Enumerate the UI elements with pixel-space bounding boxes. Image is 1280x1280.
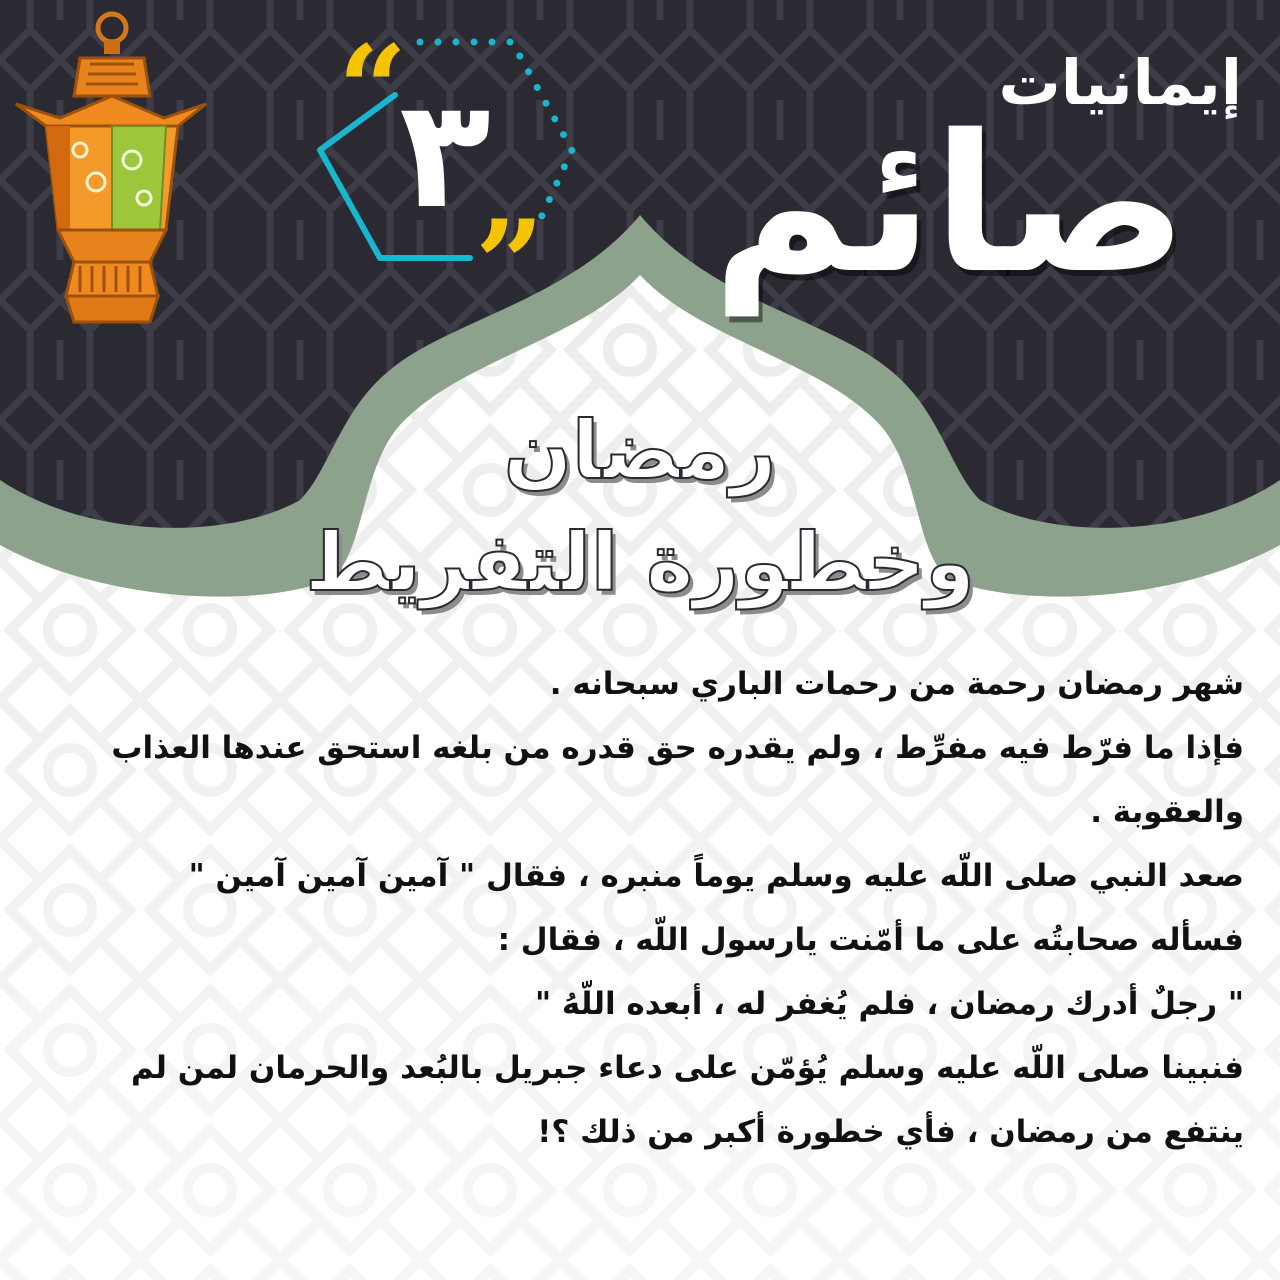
post-title-line-1: رمضان	[503, 404, 777, 497]
close-quote-mark: ”	[475, 194, 545, 335]
body-paragraph: فإذا ما فرّط فيه مفرِّط ، ولم يقدره حق قدره من بلغه استحق عندها العذاب والعقوبة .	[111, 730, 1244, 830]
series-title: صائم	[712, 94, 1188, 315]
post-title-line-2: وخطورة التفريط	[305, 516, 975, 609]
body-paragraph: صعد النبي صلى اللّه عليه وسلم يوماً منبره ، فقال " آمين آمين آمين " فسأله صحابتُه على ما أمّنت يارسول اللّه ، فقال :	[188, 858, 1244, 958]
series-subtitle: إيمانيات	[998, 46, 1242, 119]
open-quote-mark: “	[338, 19, 408, 160]
episode-number: ٣	[399, 68, 491, 242]
post-title	[300, 395, 980, 619]
body-paragraph: شهر رمضان رحمة من رحمات الباري سبحانه .	[549, 666, 1244, 702]
post-body	[96, 652, 1244, 1164]
body-paragraph: " رجلٌ أدرك رمضان ، فلم يُغفر له ، أبعده اللّهُ "	[534, 986, 1244, 1022]
body-paragraph: فنبينا صلى اللّه عليه وسلم يُؤمّن على دعاء جبريل بالبُعد والحرمان لمن لم ينتفع من رمضان ، فأي خطورة أكبر من ذلك ؟!	[131, 1050, 1244, 1150]
